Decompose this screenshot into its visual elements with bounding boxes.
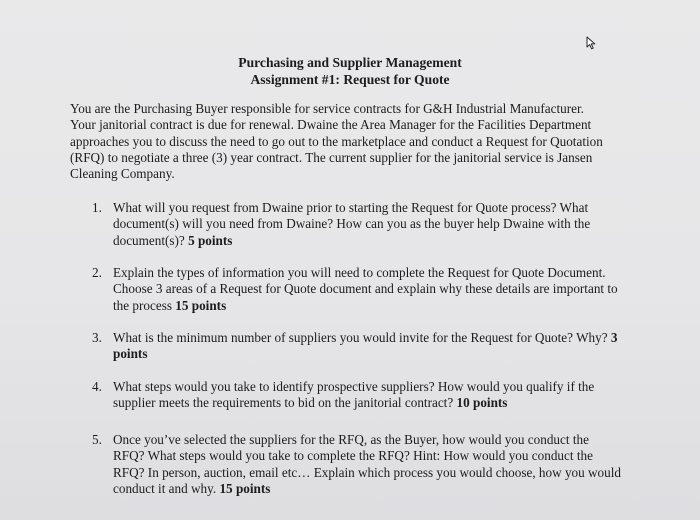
question-item-3 [92,330,622,363]
document-subtitle: Assignment #1: Request for Quote [250,72,450,87]
question-item-2 [92,265,622,314]
question-points: 10 points [456,395,508,411]
question-number: 1. [92,200,102,215]
question-item-4 [92,379,622,412]
question-points: 3 points [113,330,618,362]
question-points: 5 points [188,232,233,248]
question-item-5 [92,432,622,497]
document-title-block [0,54,700,88]
question-number: 4. [92,379,102,394]
question-text: Once you’ve selected the suppliers for the RFQ, as the Buyer, how would you conduct the RFQ? What steps would you take to complete the RFQ? Hint: How would you conduct the RFQ? In person, auction, email etc… Explain which process you would choose, how you would conduct it and why. [113,432,621,496]
question-text: What is the minimum number of suppliers you would invite for the Request for Quote? Why? [113,330,608,345]
question-text: What steps would you take to identify prospective suppliers? How would you qualify if the supplier meets the requirements to bid on the janitorial contract? [113,379,595,411]
question-number: 3. [92,330,102,345]
pointer-cursor-icon [585,36,599,50]
question-item-1 [92,200,622,249]
question-body [113,200,622,249]
question-body [113,432,622,497]
question-points: 15 points [219,480,271,496]
question-number: 2. [92,265,102,280]
question-body [113,265,622,314]
question-points: 15 points [175,297,227,313]
question-number: 5. [92,432,102,447]
document-title: Purchasing and Supplier Management [238,55,462,70]
question-text: Explain the types of information you will need to complete the Request for Quote Document. Choose 3 areas of a Request for Quote document and explain why these details are important to the process [113,265,618,313]
intro-paragraph: You are the Purchasing Buyer responsible for service contracts for G&H Industrial Manufacturer. Your janitorial contract is due for renewal. Dwaine the Area Manager for the Facilities Department approaches you to discuss the need to go out to the marketplace and conduct a Request for Quotation (RFQ) to negotiate a three (3) year contract. The current supplier for the janitorial service is Jansen Cleaning Company. [70,101,603,182]
question-text: What will you request from Dwaine prior to starting the Request for Quote process? What document(s) will you need from Dwaine? How can you as the buyer help Dwaine with the document(s)? [113,200,591,248]
question-body [113,379,622,412]
question-body [113,330,622,363]
